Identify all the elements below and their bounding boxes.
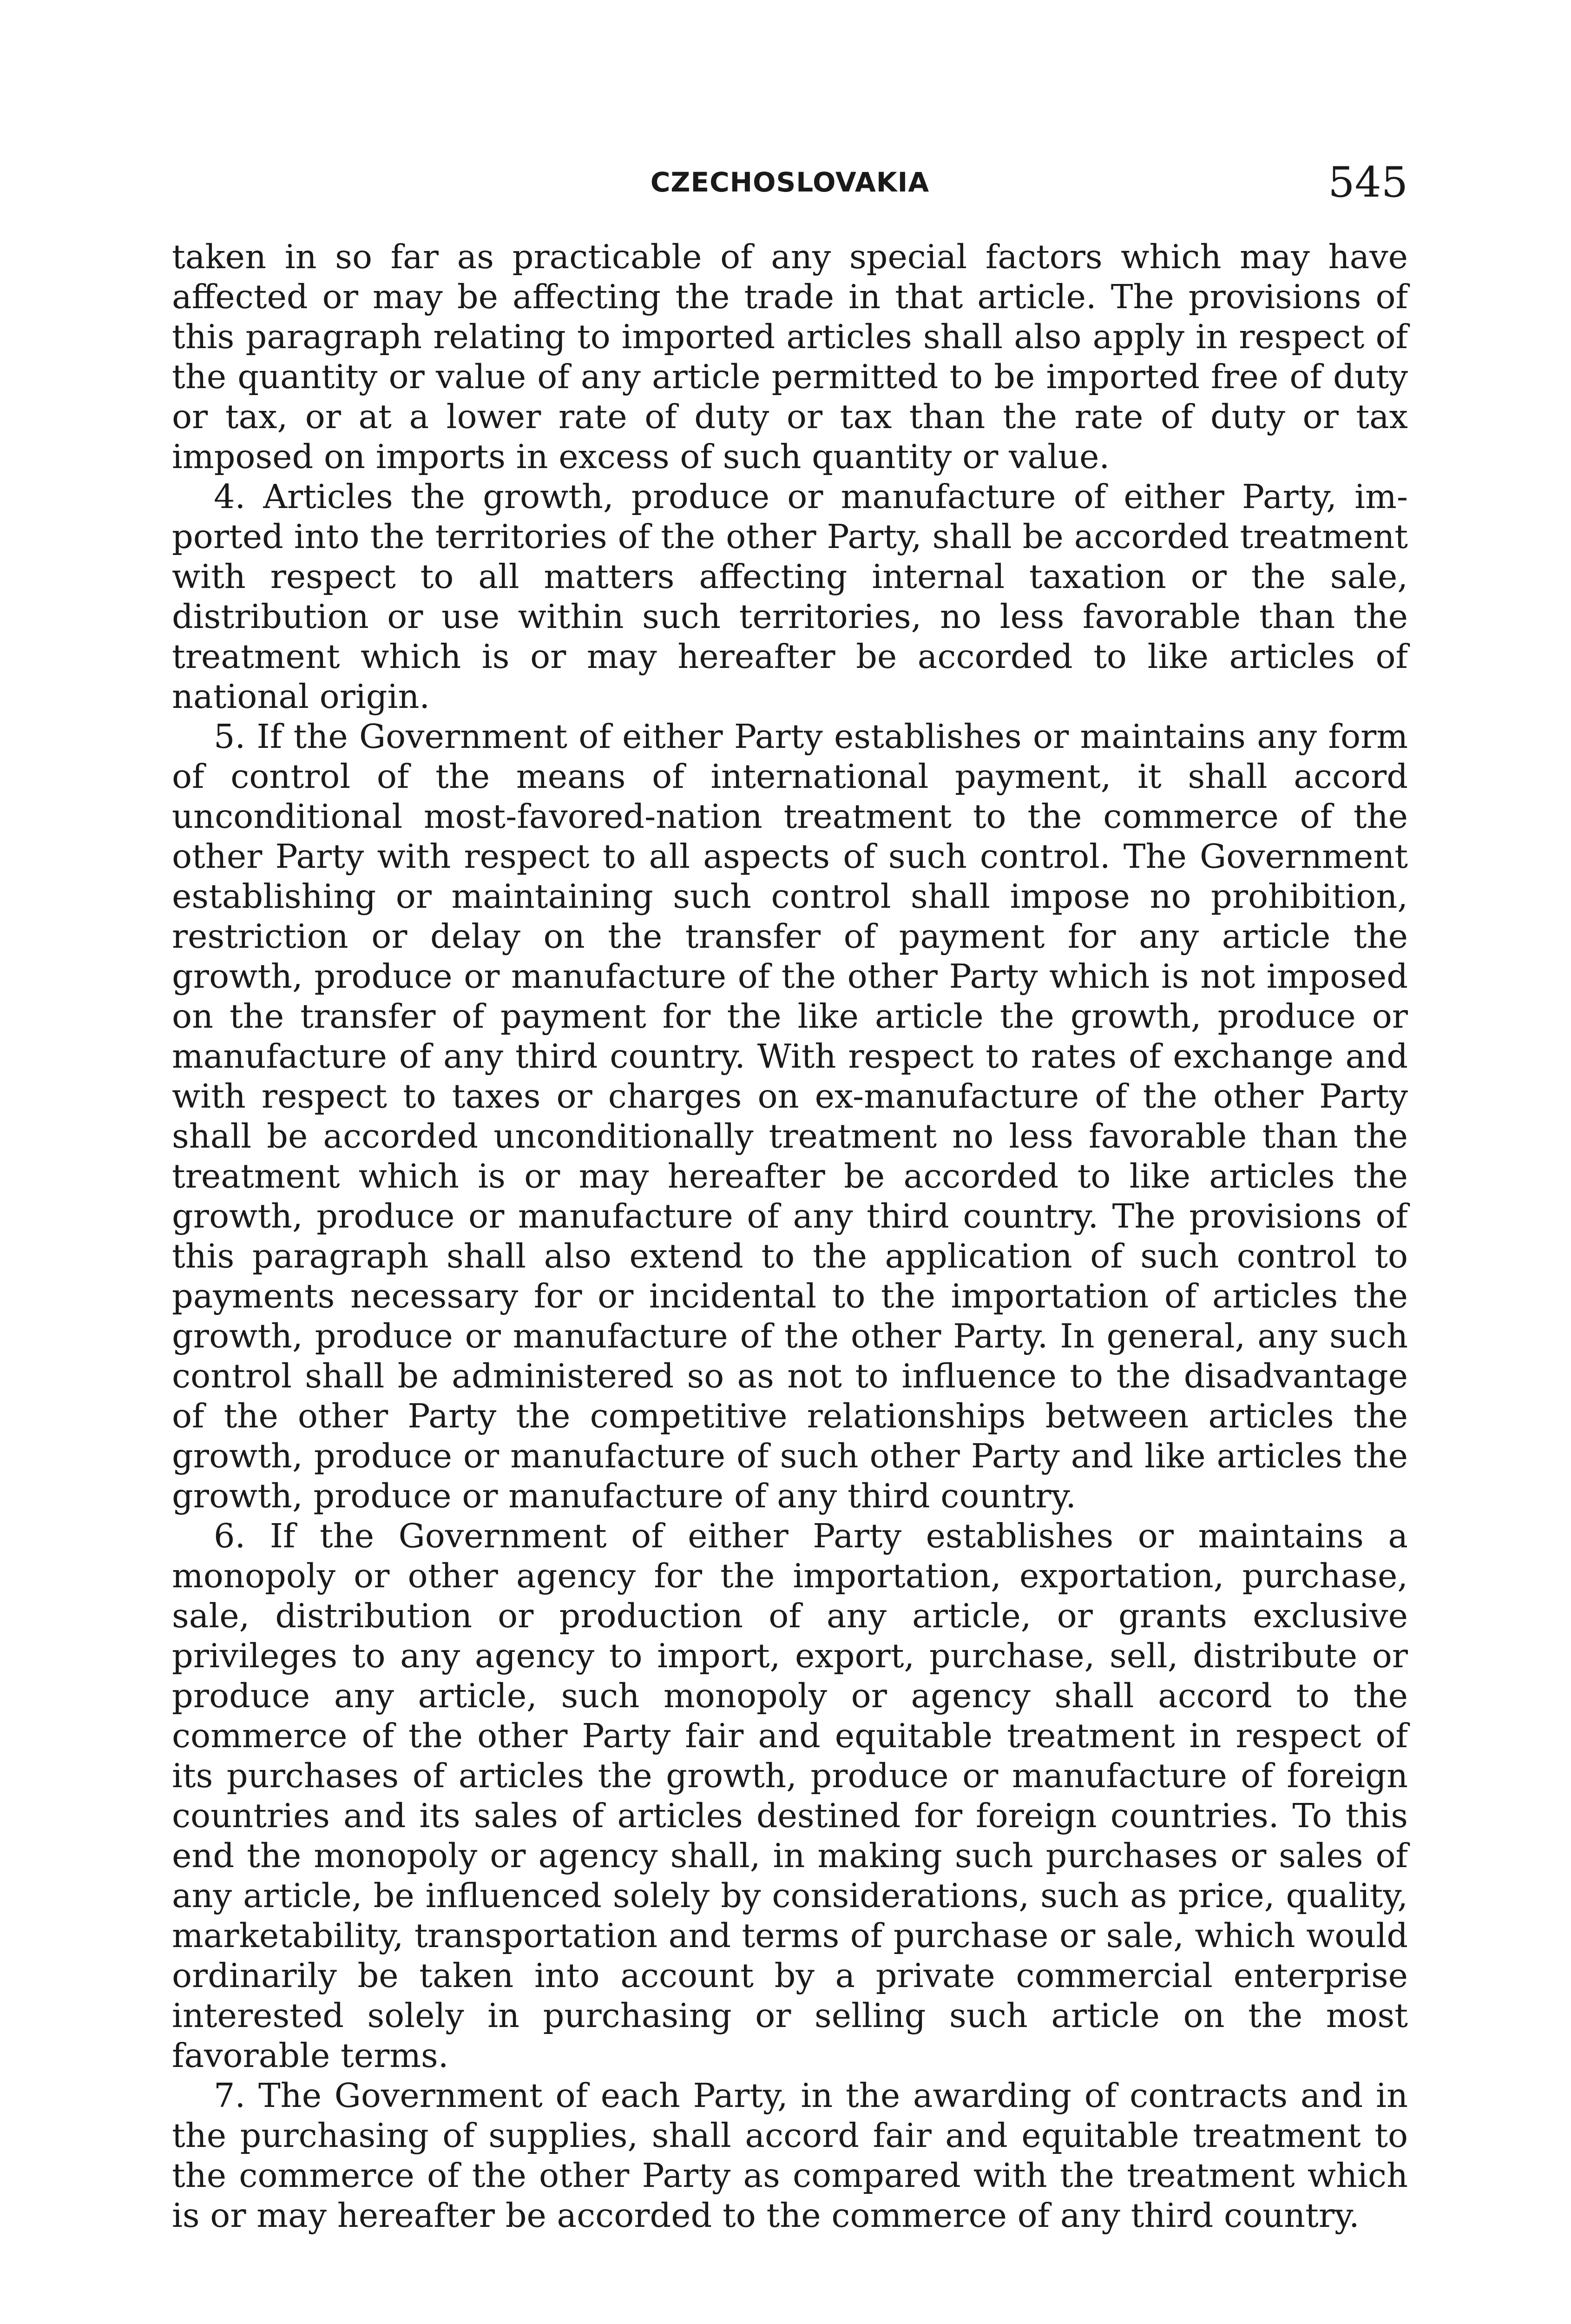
paragraph-7: 7. The Government of each Party, in the awarding of contracts and in the purchasing of supplies, shall accord fair and equitable treatment to the commerce of the other Party as compared with the treatment which is or may hereafter be accorded to the commerce of any third country. [172,2076,1408,2235]
page-number: 545 [1328,158,1408,207]
paragraph-6: 6. If the Government of either Party establishes or maintains a monopoly or other agency for the importation, exportation, purchase, sale, distribution or production of any article, or grants exclusive privileges to any agency to import, export, purchase, sell, distribute or produce any article, such monopoly or agency shall accord to the commerce of the other Party fair and equitable treatment in respect of its purchases of articles the growth, produce or manufacture of foreign countries and its sales of articles destined for foreign countries. To this end the monopoly or agency shall, in making such purchases or sales of any article, be influenced solely by considerations, such as price, quality, marketability, transportation and terms of purchase or sale, which would ordinarily be taken into account by a private commercial enterprise interested solely in purchasing or selling such article on the most favorable terms. [172,1517,1408,2075]
running-title: CZECHOSLOVAKIA [650,166,930,198]
paragraph-continuation: taken in so far as practicable of any special factors which may have affected or may be affecting the trade in that article. The provisions of this paragraph relating to imported articles shall also apply in respect of the quantity or value of any article permitted to be imported free of duty or tax, or at a lower rate of duty or tax than the rate of duty or tax imposed on imports in excess of such quantity or value. [172,238,1408,476]
body-text [172,237,1408,2236]
paragraph-5: 5. If the Government of either Party establishes or maintains any form of control of the means of international payment, it shall accord unconditional most-favored-nation treatment to the commerce of the other Party with respect to all aspects of such control. The Government establishing or maintaining such control shall impose no prohibition, restriction or delay on the transfer of payment for any article the growth, produce or manufacture of the other Party which is not imposed on the transfer of payment for the like article the growth, produce or manufacture of any third country. With respect to rates of exchange and with respect to taxes or charges on ex-manufacture of the other Party shall be accorded unconditionally treatment no less favorable than the treatment which is or may hereafter be accorded to like articles the growth, produce or manufacture of any third country. The provisions of this paragraph shall also extend to the application of such control to payments necessary for or incidental to the importation of articles the growth, produce or manufacture of the other Party. In general, any such control shall be administered so as not to influence to the disadvantage of the other Party the competitive relationships between articles the growth, produce or manufacture of such other Party and like articles the growth, produce or manufacture of any third country. [172,717,1408,1515]
running-head [172,158,1408,209]
paragraph-4: 4. Articles the growth, produce or manufacture of either Party, imported into the territories of the other Party, shall be accorded treatment with respect to all matters affecting internal taxation or the sale, distribution or use within such territories, no less favorable than the treatment which is or may hereafter be accorded to like articles of national origin. [172,477,1408,716]
